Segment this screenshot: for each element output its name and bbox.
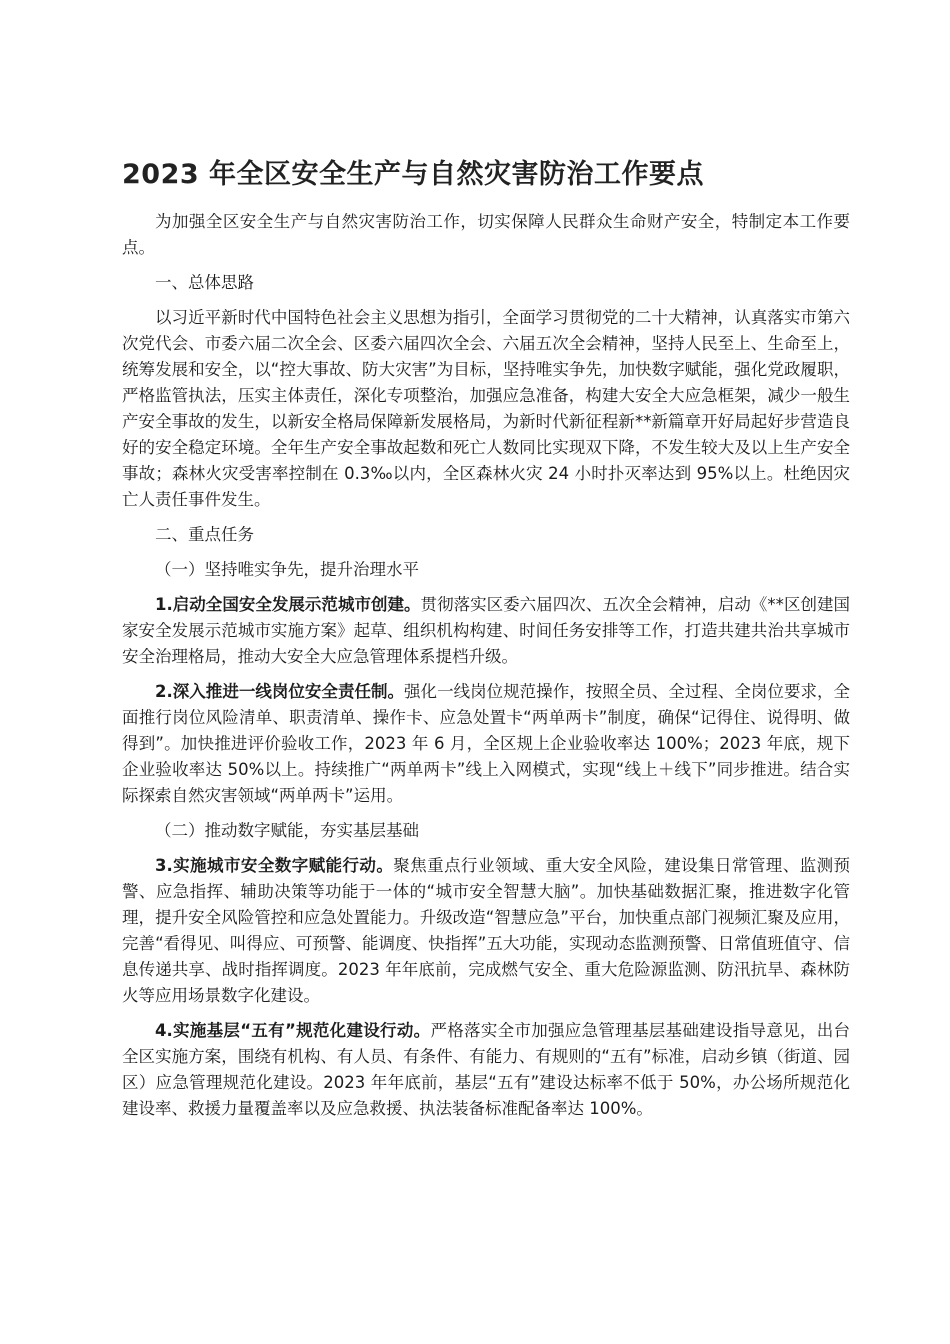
task-paragraph-3	[122, 853, 850, 1009]
task-1-title: 启动全国安全发展示范城市创建。	[172, 595, 421, 614]
task-3-title: 实施城市安全数字赋能行动。	[172, 856, 394, 875]
intro-paragraph: 为加强全区安全生产与自然灾害防治工作，切实保障人民群众生命财产安全，特制定本工作要点。	[122, 212, 850, 257]
section-heading-key-tasks: 二、重点任务	[155, 525, 254, 544]
task-paragraph-4	[122, 1018, 850, 1122]
task-1-number: 1.	[155, 595, 173, 614]
task-4-text: 严格落实全市加强应急管理基层基础建设指导意见，出台全区实施方案，围绕有机构、有人员、有条件、有能力、有规则的“五有”标准，启动乡镇（街道、园区）应急管理规范化建设。2023 年年底前，基层“五有”建设达标率不低于 50%，办公场所规范化建设率、救援力量覆盖率以及应急救援、执法装备标准配备率达 100%。	[122, 1021, 850, 1118]
task-4-number: 4.	[155, 1021, 173, 1040]
section-heading-overall: 一、总体思路	[155, 273, 254, 292]
task-2-text: 强化一线岗位规范操作，按照全员、全过程、全岗位要求，全面推行岗位风险清单、职责清单、操作卡、应急处置卡“两单两卡”制度，确保“记得住、说得明、做得到”。加快推进评价验收工作，2023 年 6 月，全区规上企业验收率达 100%；2023 年底，规下企业验收率达 50%以上。持续推广“两单两卡”线上入网模式，实现“线上＋线下”同步推进。结合实际探索自然灾害领域“两单两卡”运用。	[122, 682, 851, 805]
subsection-heading-1: （一）坚持唯实争先，提升治理水平	[155, 560, 419, 579]
task-2-title: 深入推进一线岗位安全责任制。	[172, 682, 405, 701]
subsection-heading-2: （二）推动数字赋能，夯实基层基础	[155, 821, 419, 840]
task-3-number: 3.	[155, 856, 173, 875]
task-2-number: 2.	[155, 682, 173, 701]
task-paragraph-2	[122, 679, 850, 809]
document-body	[122, 209, 850, 1122]
overall-paragraph: 以习近平新时代中国特色社会主义思想为指引，全面学习贯彻党的二十大精神，认真落实市第六次党代会、市委六届二次全会、区委六届四次全会、六届五次全会精神，坚持人民至上、生命至上，统筹发展和安全，以“控大事故、防大灾害”为目标，坚持唯实争先，加快数字赋能，强化党政履职，严格监管执法，压实主体责任，深化专项整治，加强应急准备，构建大安全大应急框架，减少一般生产安全事故的发生，以新安全格局保障新发展格局，为新时代新征程新**新篇章开好局起好步营造良好的安全稳定环境。全年生产安全事故起数和死亡人数同比实现双下降，不发生较大及以上生产安全事故；森林火灾受害率控制在 0.3‰以内，全区森林火灾 24 小时扑灭率达到 95%以上。杜绝因灾亡人责任事件发生。	[122, 308, 850, 509]
task-3-text: 聚焦重点行业领域、重大安全风险，建设集日常管理、监测预警、应急指挥、辅助决策等功能于一体的“城市安全智慧大脑”。加快基础数据汇聚，推进数字化管理，提升安全风险管控和应急处置能力。升级改造“智慧应急”平台，加快重点部门视频汇聚及应用，完善“看得见、叫得应、可预警、能调度、快指挥”五大功能，实现动态监测预警、日常值班值守、信息传递共享、战时指挥调度。2023 年年底前，完成燃气安全、重大危险源监测、防汛抗旱、森林防火等应用场景数字化建设。	[122, 856, 851, 1005]
task-paragraph-1	[122, 592, 850, 670]
page-title: 2023 年全区安全生产与自然灾害防治工作要点	[122, 159, 705, 190]
task-1-text: 贯彻落实区委六届四次、五次全会精神，启动《**区创建国家安全发展示范城市实施方案》起草、组织机构构建、时间任务安排等工作，打造共建共治共享城市安全治理格局，推动大安全大应急管理体系提档升级。	[122, 595, 851, 666]
task-4-title: 实施基层“五有”规范化建设行动。	[172, 1021, 431, 1040]
